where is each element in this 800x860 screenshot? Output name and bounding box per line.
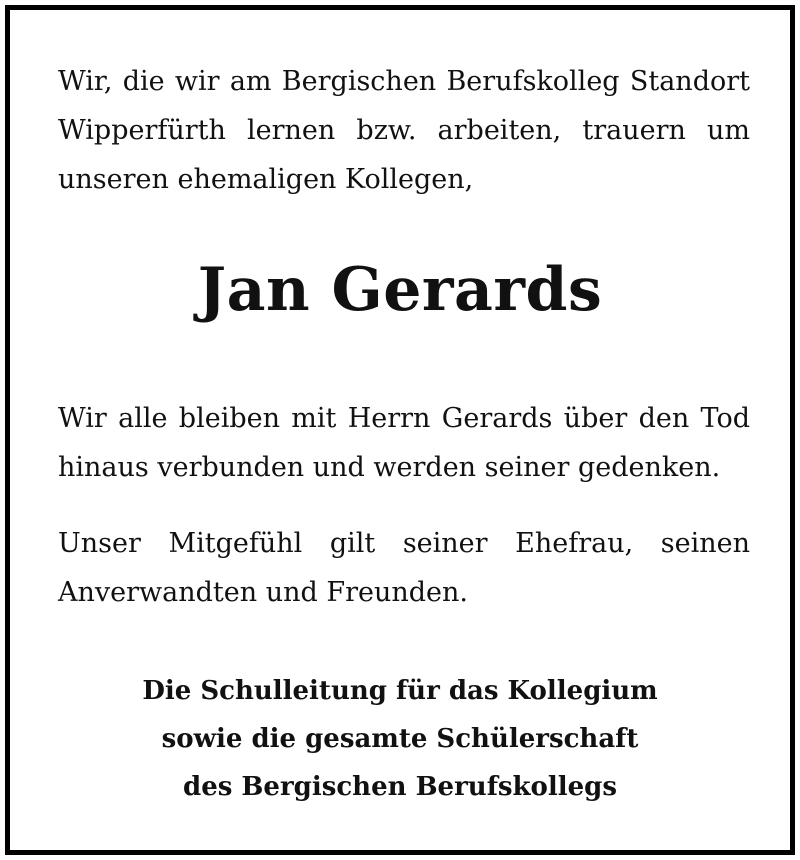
signature-block bbox=[10, 667, 790, 811]
intro-paragraph: Wir, die wir am Bergischen Berufskolleg Standort Wipperfürth lernen bzw. arbeiten, trauern um unseren ehemaligen Kollegen, bbox=[58, 66, 750, 195]
signature-line: sowie die gesamte Schülerschaft bbox=[161, 724, 639, 754]
condolence-paragraph: Unser Mitgefühl gilt seiner Ehefrau, seinen Anverwandten und Freunden. bbox=[58, 528, 750, 608]
remembrance-paragraph: Wir alle bleiben mit Herrn Gerards über den Tod hinaus verbunden und werden seiner gedenken. bbox=[58, 403, 750, 483]
signature-line: des Bergischen Berufskollegs bbox=[183, 772, 617, 802]
obituary-notice bbox=[5, 5, 795, 855]
deceased-name: Jan Gerards bbox=[197, 255, 603, 325]
signature-line: Die Schulleitung für das Kollegium bbox=[142, 676, 658, 706]
